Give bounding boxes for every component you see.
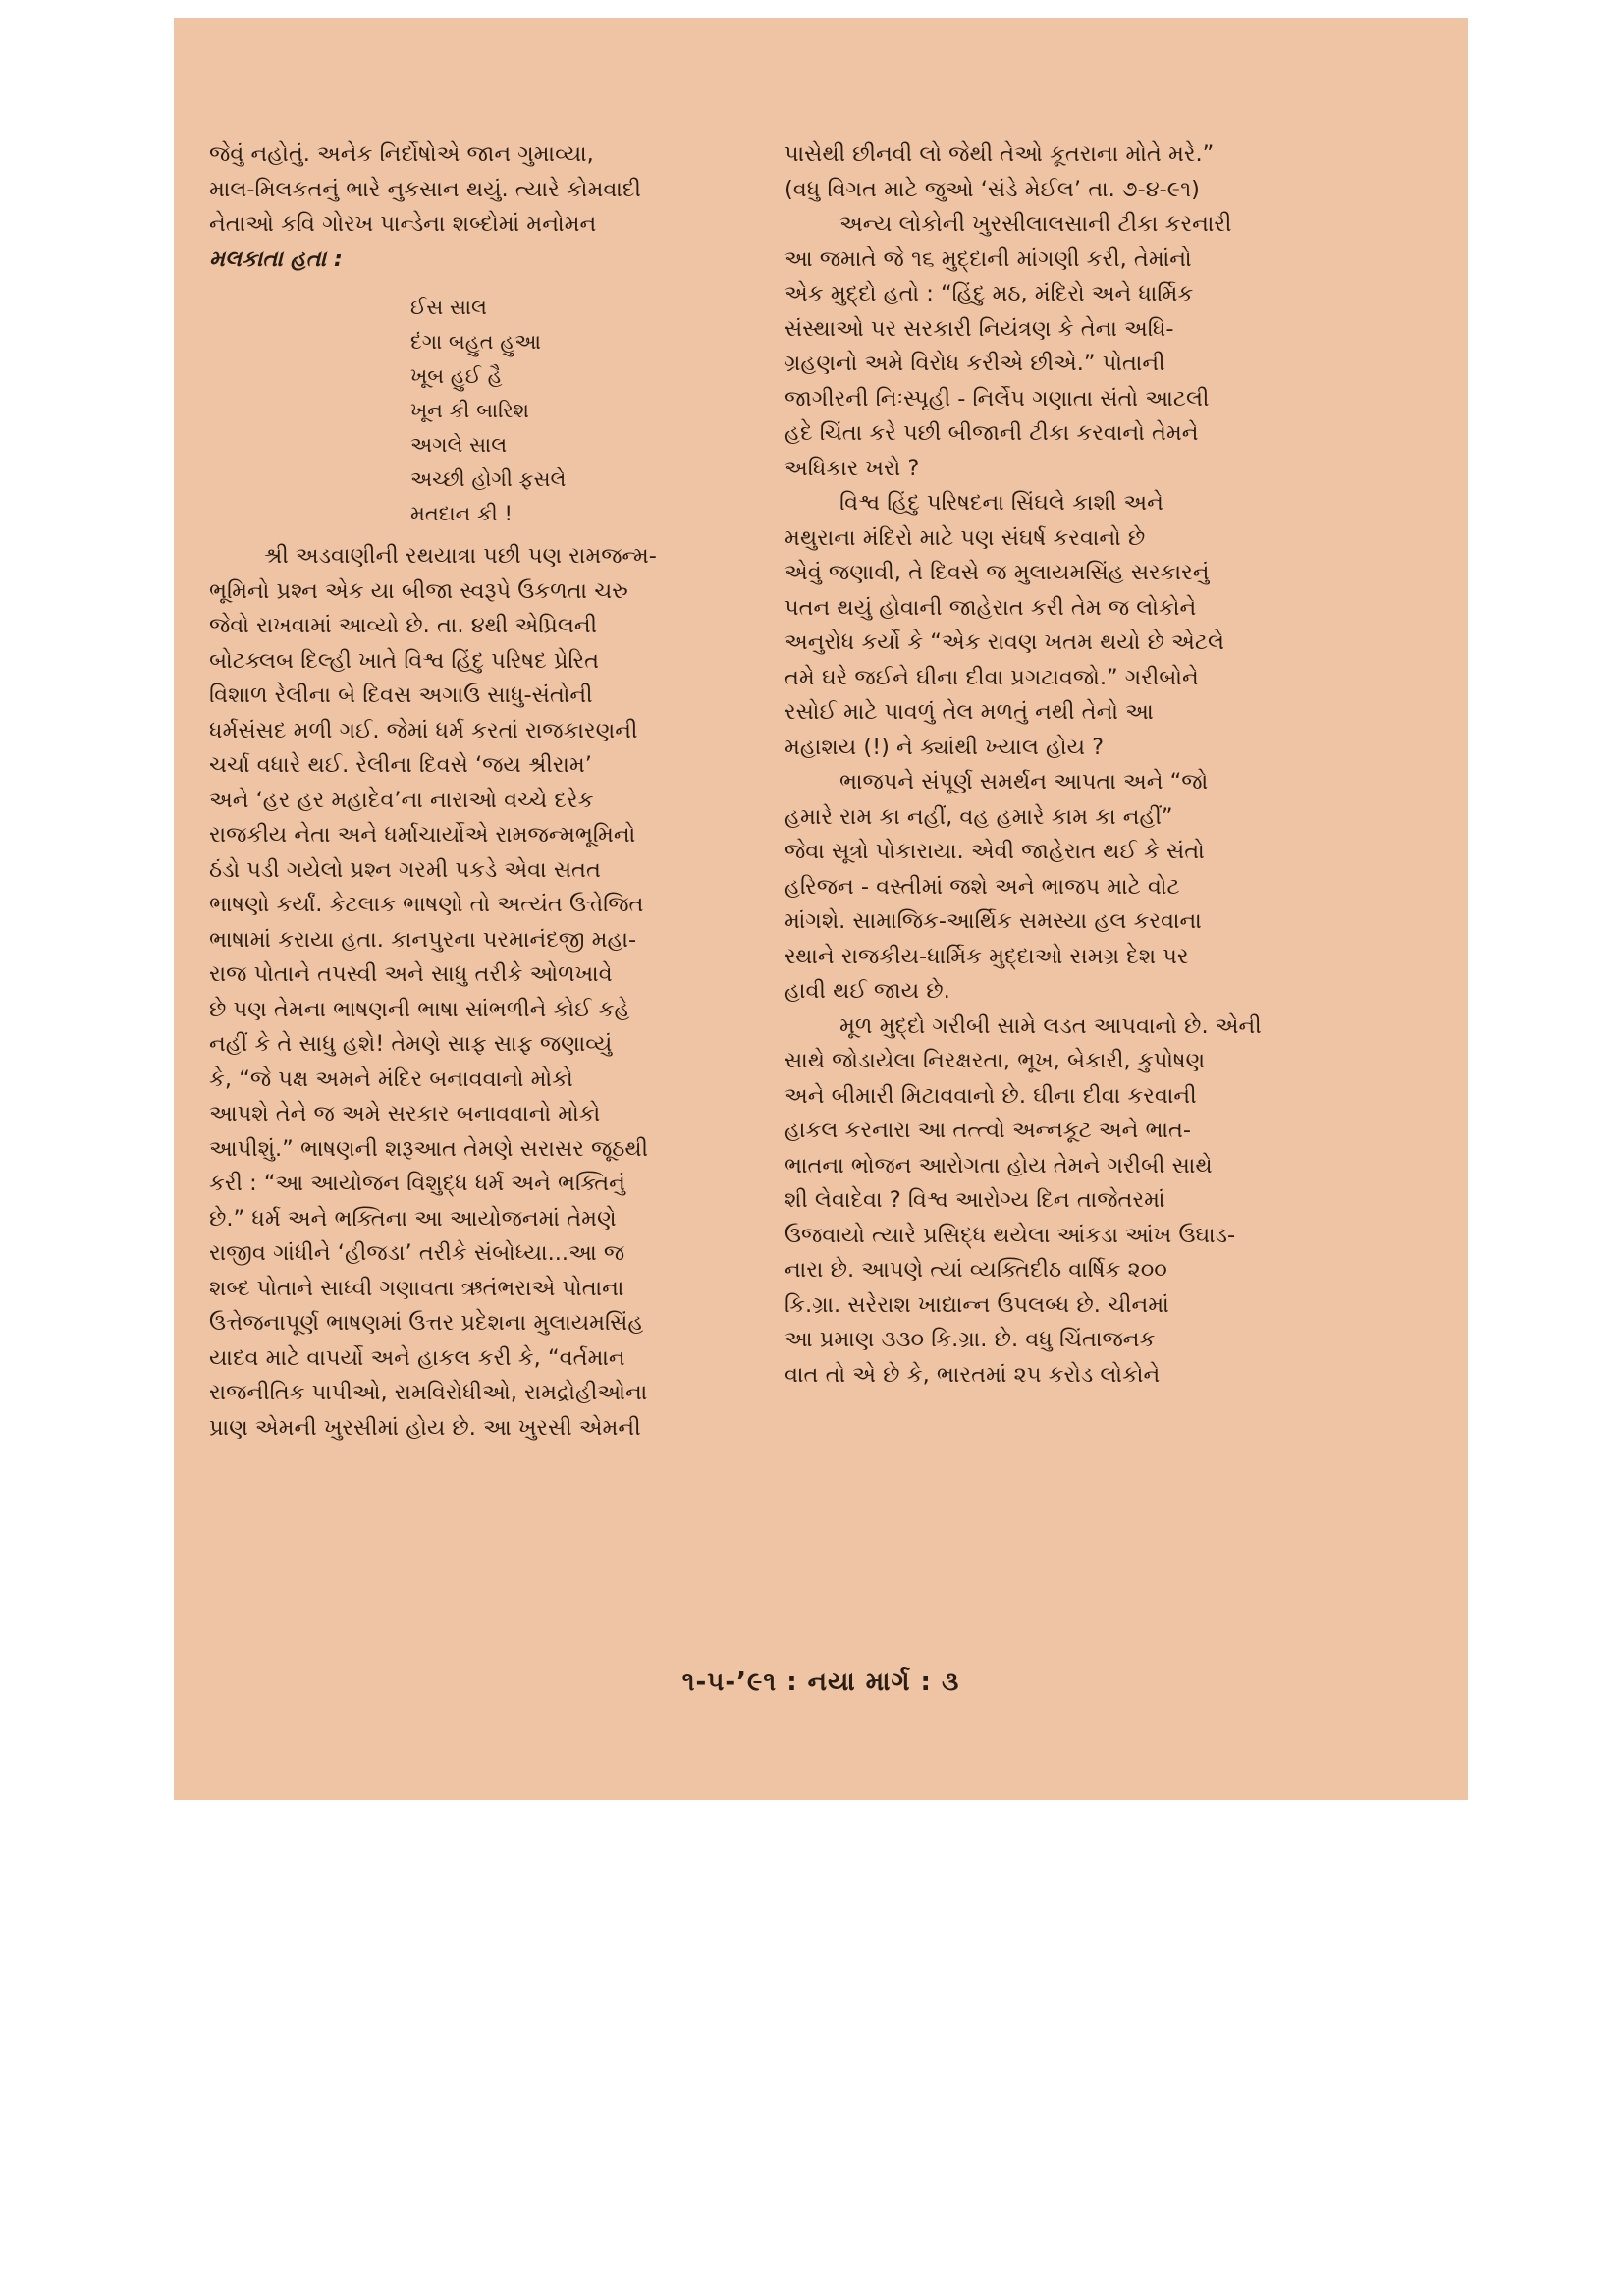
text-line: બોટક્લબ દિલ્હી ખાતે વિશ્વ હિંદુ પરિષદ પ્રેરિત (209, 647, 600, 674)
text-line: અન્ય લોકોની ખુરસીલાલસાની ટીકા કરનારી (839, 211, 1232, 237)
text-line: મથુરાના મંદિરો માટે પણ સંઘર્ષ કરવાનો છે (784, 524, 1146, 551)
text-line: એવું જણાવી, તે દિવસે જ મુલાયમસિંહ સરકારનું (784, 560, 1210, 585)
text-line: નહીં કે તે સાધુ હશે! તેમણે સાફ સાફ જણાવ્યું (209, 1031, 613, 1057)
poem-block (209, 291, 754, 531)
text-line: રાજકીય નેતા અને ધર્માચાર્યોએ રામજન્મભૂમિનો (209, 822, 636, 847)
text-line: શ્રી અડવાણીની રથયાત્રા પછી પણ રામજન્મ- (264, 543, 657, 569)
text-line: હાવી થઈ જાય છે. (784, 978, 950, 1004)
text-line: ભૂમિનો પ્રશ્ન એક યા બીજા સ્વરૂપે ઉકળતા ચરુ (209, 577, 628, 604)
text-line: હાકલ કરનારા આ તત્ત્વો અન્નકૂટ અને ભાત- (784, 1118, 1192, 1143)
text-line-emphasis: મલકાતા હતા : (209, 246, 343, 272)
text-line: જેવા સૂત્રો પોકારાયા. એવી જાહેરાત થઈ કે સંતો (784, 839, 1205, 864)
text-line: હદે ચિંતા કરે પછી બીજાની ટીકા કરવાનો તેમને (784, 420, 1199, 446)
text-line: ઠંડો પડી ગયેલો પ્રશ્ન ગરમી પકડે એવા સતત (209, 856, 601, 883)
text-line: માલ-મિલકતનું ભારે નુકસાન થયું. ત્યારે કોમવાદી (209, 176, 641, 202)
text-line: રાજનીતિક પાપીઓ, રામવિરોધીઓ, રામદ્રોહીઓના (209, 1380, 648, 1405)
text-line: માંગશે. સામાજિક-આર્થિક સમસ્યા હલ કરવાના (784, 908, 1202, 934)
text-line: છે.” ધર્મ અને ભક્તિના આ આયોજનમાં તેમણે (209, 1205, 617, 1231)
text-line: ભાષામાં કરાયા હતા. કાનપુરના પરમાનંદજી મહા- (209, 926, 637, 953)
text-line: ધર્મસંસદ મળી ગઈ. જેમાં ધર્મ કરતાં રાજકારણની (209, 717, 638, 743)
text-line: આપીશું.” ભાષણની શરૂઆત તેમણે સરાસર જૂઠથી (209, 1135, 649, 1162)
poem-line: મતદાન કી ! (410, 502, 513, 525)
poem-line: ખૂન કી બારિશ (410, 399, 529, 422)
text-line: જાગીરની નિઃસ્પૃહી - નિર્લેપ ગણાતા સંતો આટલી (784, 385, 1210, 411)
text-line: યાદવ માટે વાપર્યો અને હાકલ કરી કે, “વર્તમાન (209, 1344, 625, 1371)
poem-line: અગલે સાલ (410, 433, 508, 457)
text-line: જેવું નહોતું. અનેક નિર્દોષોએ જાન ગુમાવ્યા, (209, 141, 594, 167)
text-line: ઉજવાયો ત્યારે પ્રસિદ્ધ થયેલા આંકડા આંખ ઉઘાડ- (784, 1222, 1236, 1248)
text-line: નારા છે. આપણે ત્યાં વ્યક્તિદીઠ વાર્ષિક ૨૦૦ (784, 1257, 1167, 1283)
text-line: રસોઈ માટે પાવળું તેલ મળતું નથી તેનો આ (784, 699, 1154, 725)
text-line: આ પ્રમાણ ૩૩૦ કિ.ગ્રા. છે. વધુ ચિંતાજનક (784, 1327, 1156, 1352)
text-line: અનુરોધ કર્યો કે “એક રાવણ ખતમ થયો છે એટલે (784, 629, 1224, 655)
text-line: શી લેવાદેવા ? વિશ્વ આરોગ્ય દિન તાજેતરમાં (784, 1187, 1165, 1213)
text-line: કે, “જે પક્ષ અમને મંદિર બનાવવાનો મોકો (209, 1066, 573, 1092)
text-line: મહાશય (!) ને ક્યાંથી ખ્યાલ હોય ? (784, 734, 1105, 760)
left-column (209, 137, 754, 1446)
text-line: રાજ પોતાને તપસ્વી અને સાધુ તરીકે ઓળખાવે (209, 961, 613, 987)
text-line: ગ્રહણનો અમે વિરોધ કરીએ છીએ.” પોતાની (784, 351, 1165, 376)
text-line: પતન થયું હોવાની જાહેરાત કરી તેમ જ લોકોને (784, 594, 1197, 621)
text-line: વિશ્વ હિંદુ પરિષદના સિંઘલે કાશી અને (839, 490, 1163, 516)
text-line: હરિજન - વસ્તીમાં જશે અને ભાજપ માટે વોટ (784, 873, 1180, 900)
text-line: તમે ઘરે જઈને ઘીના દીવા પ્રગટાવજો.” ગરીબોને (784, 664, 1199, 690)
text-line: ભાજપને સંપૂર્ણ સમર્થન આપતા અને “જો (839, 769, 1209, 794)
page-content (174, 18, 1468, 1800)
text-line: સંસ્થાઓ પર સરકારી નિયંત્રણ કે તેના અધિ- (784, 315, 1174, 342)
text-line: હમારે રામ કા નહીં, વહ હમારે કામ કા નહીં” (784, 803, 1173, 830)
text-line: (વધુ વિગત માટે જુઓ ‘સંડે મેઈલ’ તા. ૭-૪-૯૧) (784, 176, 1200, 202)
text-line: પાસેથી છીનવી લો જેથી તેઓ કૂતરાના મોતે મરે.” (784, 141, 1215, 167)
text-line: મૂળ મુદ્દો ગરીબી સામે લડત આપવાનો છે. એની (839, 1012, 1262, 1039)
text-line: અધિકાર ખરો ? (784, 455, 920, 481)
text-line: વિશાળ રેલીના બે દિવસ અગાઉ સાધુ-સંતોની (209, 683, 593, 708)
poem-line: ખૂબ હુઈ હૈ (410, 364, 503, 388)
text-line: આપશે તેને જ અમે સરકાર બનાવવાનો મોકો (209, 1101, 601, 1126)
text-line: અને ‘હર હર મહાદેવ’ના નારાઓ વચ્ચે દરેક (209, 787, 594, 813)
text-line: ભાષણો કર્યાં. કેટલાક ભાષણો તો અત્યંત ઉત્તેજિત (209, 892, 644, 917)
right-column (784, 137, 1329, 1393)
text-line: પ્રાણ એમની ખુરસીમાં હોય છે. આ ખુરસી એમની (209, 1414, 641, 1441)
text-line: જેવો રાખવામાં આવ્યો છે. તા. ૪થી એપ્રિલની (209, 613, 598, 638)
text-line: આ જમાતે જે ૧૬ મુદ્દાની માંગણી કરી, તેમાંનો (784, 246, 1192, 272)
poem-line: અચ્છી હોગી ફસલે (410, 467, 567, 491)
text-line: એક મુદ્દો હતો : “હિંદુ મઠ, મંદિરો અને ધાર્મિક (784, 281, 1194, 306)
text-line: ચર્ચા વધારે થઈ. રેલીના દિવસે ‘જય શ્રીરામ’ (209, 752, 592, 778)
text-line: છે પણ તેમના ભાષણની ભાષા સાંભળીને કોઈ કહે (209, 996, 630, 1022)
text-line: વાત તો એ છે કે, ભારતમાં ૨૫ કરોડ લોકોને (784, 1361, 1161, 1388)
text-line: અને બીમારી મિટાવવાનો છે. ઘીના દીવા કરવાની (784, 1082, 1197, 1109)
poem-line: ઈસ સાલ (410, 296, 487, 319)
text-line: સાથે જોડાયેલા નિરક્ષરતા, ભૂખ, બેકારી, કુપોષણ (784, 1048, 1206, 1073)
text-line: શબ્દ પોતાને સાધ્વી ગણાવતા ઋતંભરાએ પોતાના (209, 1275, 624, 1301)
text-line: રાજીવ ગાંધીને ‘હીજડા’ તરીકે સંબોધ્યા...આ જ (209, 1240, 625, 1266)
text-line: નેતાઓ કવિ ગોરખ પાન્ડેના શબ્દોમાં મનોમન (209, 211, 597, 237)
page-footer: ૧-૫-’૯૧ : નયા માર્ગ : ૩ (681, 1667, 960, 1697)
scanned-page (174, 18, 1468, 1800)
text-line: ભાતના ભોજન આરોગતા હોય તેમને ગરીબી સાથે (784, 1152, 1213, 1178)
text-line: કિ.ગ્રા. સરેરાશ ખાદ્યાન્ન ઉપલબ્ધ છે. ચીનમાં (784, 1291, 1169, 1318)
text-line: ઉત્તેજનાપૂર્ણ ભાષણમાં ઉત્તર પ્રદેશના મુલાયમસિંહ (209, 1310, 644, 1336)
poem-line: દંગા બહુત હુઆ (410, 330, 541, 354)
text-line: સ્થાને રાજકીય-ધાર્મિક મુદ્દાઓ સમગ્ર દેશ પર (784, 943, 1189, 969)
text-line: કરી : “આ આયોજન વિશુદ્ધ ધર્મ અને ભક્તિનું (209, 1171, 625, 1196)
